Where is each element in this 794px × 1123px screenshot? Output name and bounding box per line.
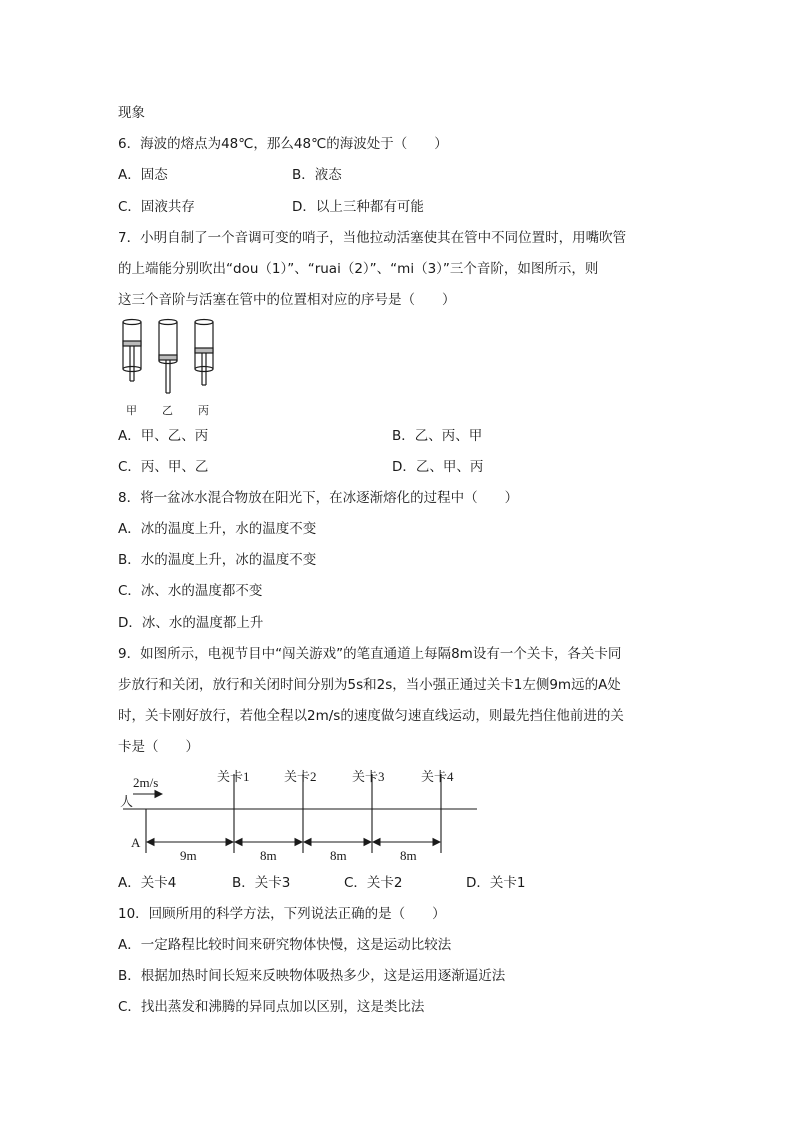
speed-label: 2m/s <box>133 775 159 790</box>
q9-option-a: A．关卡4 <box>118 875 177 891</box>
point-a-label: A <box>131 835 141 850</box>
q8-option-d: D．冰、水的温度都上升 <box>118 615 264 631</box>
question-7-line-2: 的上端能分别吹出“dou（1）”、“ruai（2）”、“mi（3）”三个音阶，如图所示，则 <box>118 261 599 277</box>
tube-yi <box>159 320 177 394</box>
q9-option-d: D．关卡1 <box>466 875 526 891</box>
gate-1-label: 关卡1 <box>217 769 250 784</box>
q8-option-c: C．冰、水的温度都不变 <box>118 583 263 599</box>
tube-label-bing: 丙 <box>198 404 209 417</box>
question-10: 10．回顾所用的科学方法，下列说法正确的是（ ） <box>118 906 446 922</box>
q6-option-b: B．液态 <box>292 167 342 183</box>
tube-jia <box>123 320 141 382</box>
question-9-line-3: 时，关卡刚好放行，若他全程以2m/s的速度做匀速直线运动，则最先挡住他前进的关 <box>118 708 624 724</box>
gate-3-label: 关卡3 <box>352 769 385 784</box>
whistle-tubes-figure <box>110 315 230 400</box>
q10-option-b: B．根据加热时间长短来反映物体吸热多少，这是运用逐渐逼近法 <box>118 968 506 984</box>
q10-option-a: A．一定路程比较时间来研究物体快慢，这是运动比较法 <box>118 937 452 953</box>
question-8: 8．将一盆冰水混合物放在阳光下，在冰逐渐熔化的过程中（ ） <box>118 490 519 506</box>
q10-option-c: C．找出蒸发和沸腾的异同点加以区别，这是类比法 <box>118 999 425 1015</box>
gate-track-figure <box>0 760 794 870</box>
q8-option-b: B．水的温度上升，冰的温度不变 <box>118 552 317 568</box>
q7-option-c: C．丙、甲、乙 <box>118 459 209 475</box>
question-9-line-1: 9．如图所示，电视节目中“闯关游戏”的笔直通道上每隔8m设有一个关卡，各关卡同 <box>118 646 622 662</box>
tube-label-jia: 甲 <box>126 404 137 417</box>
q7-option-a: A．甲、乙、丙 <box>118 428 209 444</box>
distance-label-1: 9m <box>180 848 197 863</box>
question-7-line-3: 这三个音阶与活塞在管中的位置相对应的序号是（ ） <box>118 292 456 308</box>
q7-option-d: D．乙、甲、丙 <box>392 459 484 475</box>
q6-option-a: A．固态 <box>118 167 168 183</box>
q9-option-c: C．关卡2 <box>344 875 403 891</box>
q6-option-c: C．固液共存 <box>118 199 195 215</box>
distance-label-4: 8m <box>400 848 417 863</box>
question-6: 6．海波的熔点为48℃，那么48℃的海波处于（ ） <box>118 136 448 152</box>
question-7-line-1: 7．小明自制了一个音调可变的哨子，当他拉动活塞使其在管中不同位置时，用嘴吹管 <box>118 230 627 246</box>
person-label: 人 <box>120 794 134 809</box>
tube-bing <box>195 320 213 386</box>
tube-label-yi: 乙 <box>162 404 173 417</box>
q9-option-b: B．关卡3 <box>232 875 291 891</box>
gate-4-label: 关卡4 <box>421 769 454 784</box>
q6-option-d: D．以上三种都有可能 <box>292 199 424 215</box>
text-line: 现象 <box>118 105 145 121</box>
q8-option-a: A．冰的温度上升，水的温度不变 <box>118 521 317 537</box>
question-9-line-2: 步放行和关闭，放行和关闭时间分别为5s和2s，当小强正通过关卡1左侧9m远的A处 <box>118 677 621 693</box>
question-9-line-4: 卡是（ ） <box>118 739 199 755</box>
gate-2-label: 关卡2 <box>284 769 317 784</box>
distance-label-2: 8m <box>260 848 277 863</box>
distance-label-3: 8m <box>330 848 347 863</box>
q7-option-b: B．乙、丙、甲 <box>392 428 483 444</box>
